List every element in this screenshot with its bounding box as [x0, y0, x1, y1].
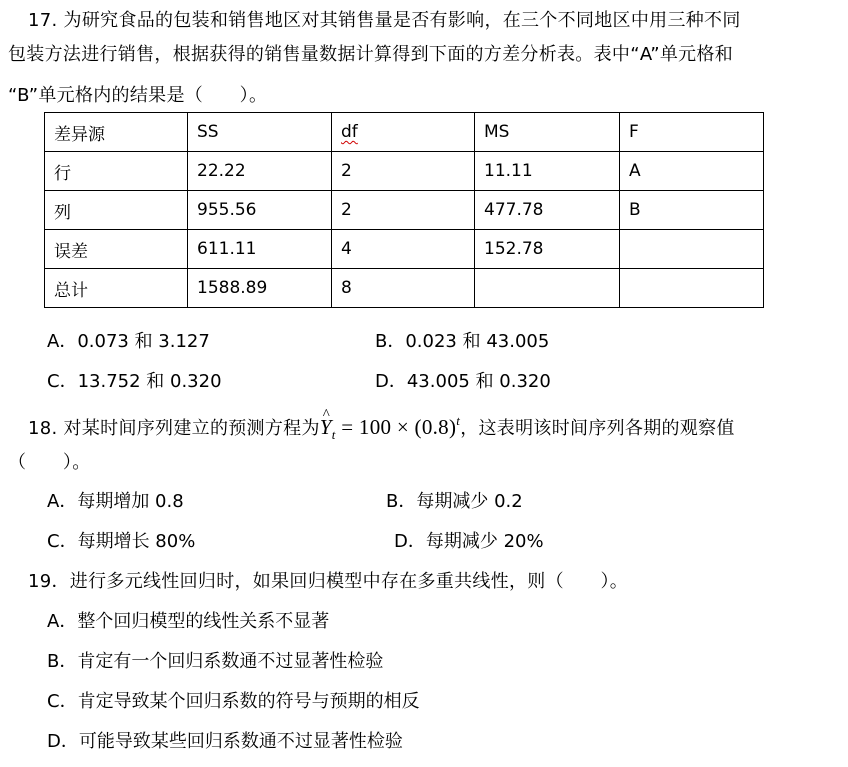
- q17-option-d[interactable]: D．43.005 和 0.320: [375, 371, 551, 392]
- header-cell-df: [332, 113, 475, 152]
- table-cell: 8: [332, 269, 475, 308]
- q18-option-a[interactable]: A．每期增加 0.8: [47, 491, 184, 512]
- table-header-row: [45, 113, 764, 152]
- header-cell-ms: MS: [475, 113, 620, 152]
- anova-table: [44, 112, 764, 308]
- table-row: [45, 230, 764, 269]
- table-cell: 4: [332, 230, 475, 269]
- q17-line-2: 包装方法进行销售，根据获得的销售量数据计算得到下面的方差分析表。表中“A”单元格和: [8, 44, 734, 65]
- q17-option-a[interactable]: A．0.073 和 3.127: [47, 331, 210, 352]
- header-cell-source: 差异源: [45, 113, 188, 152]
- table-cell: B: [620, 191, 764, 230]
- q17-option-c[interactable]: C．13.752 和 0.320: [47, 371, 222, 392]
- header-df-text: df: [341, 122, 358, 142]
- table-cell: [620, 269, 764, 308]
- table-cell: 2: [332, 152, 475, 191]
- table-cell: 行: [45, 152, 188, 191]
- q17-line-3: “B”单元格内的结果是（ ）。: [8, 85, 268, 106]
- table-cell: 列: [45, 191, 188, 230]
- table-cell: 11.11: [475, 152, 620, 191]
- header-cell-f: F: [620, 113, 764, 152]
- q18-option-c[interactable]: C．每期增长 80%: [47, 531, 196, 552]
- table-cell: 152.78: [475, 230, 620, 269]
- formula-y-hat: ^ Y: [320, 415, 332, 439]
- table-row: [45, 269, 764, 308]
- table-cell: 1588.89: [188, 269, 332, 308]
- q17-option-b[interactable]: B．0.023 和 43.005: [375, 331, 550, 352]
- q18-option-b[interactable]: B．每期减少 0.2: [386, 491, 523, 512]
- table-cell: 22.22: [188, 152, 332, 191]
- table-cell: 总计: [45, 269, 188, 308]
- q19-line-1: 19．进行多元线性回归时，如果回归模型中存在多重共线性，则（ ）。: [28, 571, 629, 592]
- formula-subscript: t: [331, 427, 336, 442]
- table-row: [45, 152, 764, 191]
- q19-option-c[interactable]: C．肯定导致某个回归系数的符号与预期的相反: [47, 691, 420, 712]
- table-cell: 2: [332, 191, 475, 230]
- table-cell: 955.56: [188, 191, 332, 230]
- header-cell-ss: SS: [188, 113, 332, 152]
- q17-line-1: 17. 为研究食品的包装和销售地区对其销售量是否有影响，在三个不同地区中用三种不同: [28, 10, 741, 31]
- q18-formula: [319, 413, 461, 442]
- table-cell: 477.78: [475, 191, 620, 230]
- table-cell: 611.11: [188, 230, 332, 269]
- table-row: [45, 191, 764, 230]
- table-cell: 误差: [45, 230, 188, 269]
- q19-option-d[interactable]: D．可能导致某些回归系数通不过显著性检验: [47, 731, 403, 752]
- q19-option-a[interactable]: A．整个回归模型的线性关系不显著: [47, 611, 330, 632]
- formula-rhs: = 100 × (0.8): [335, 415, 457, 439]
- q18-option-d[interactable]: D．每期减少 20%: [394, 531, 544, 552]
- q18-prefix: 18. 对某时间序列建立的预测方程为: [28, 418, 320, 439]
- table-cell: [475, 269, 620, 308]
- q18-suffix: ，这表明该时间序列各期的观察值: [460, 418, 735, 439]
- q18-line-2: （ ）。: [8, 452, 91, 473]
- formula-exponent: t: [456, 413, 461, 428]
- table-cell: A: [620, 152, 764, 191]
- table-cell: [620, 230, 764, 269]
- q19-option-b[interactable]: B．肯定有一个回归系数通不过显著性检验: [47, 651, 384, 672]
- q18-line-1: [28, 409, 735, 447]
